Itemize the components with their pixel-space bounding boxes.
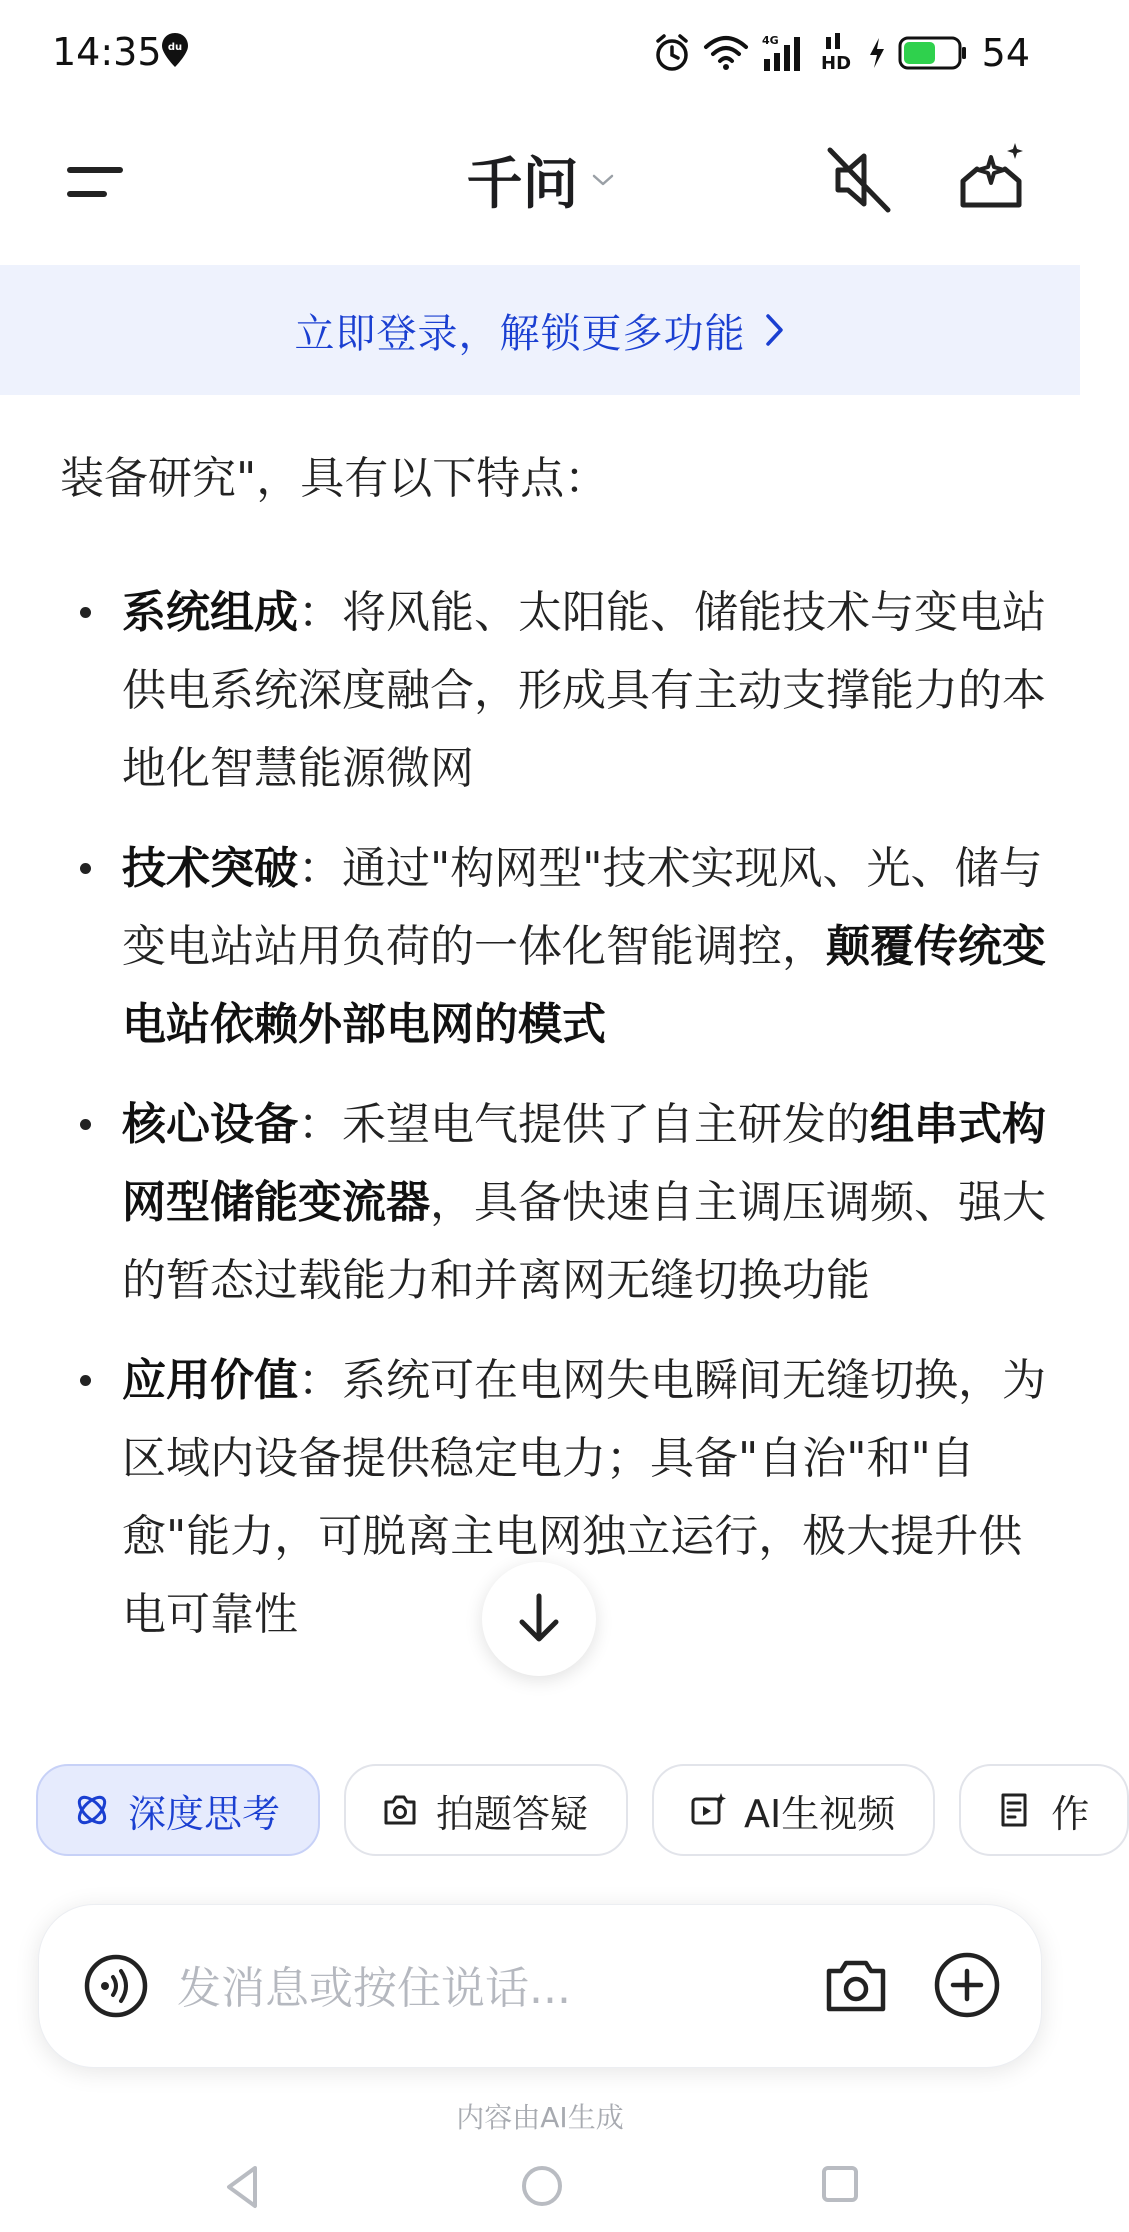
system-nav-bar [0, 2150, 1080, 2232]
signal-4g-icon [760, 33, 808, 73]
point-emphasis: 颠覆传统变电站依赖外部电网的模式 [122, 921, 1046, 1050]
feature-list [60, 574, 1046, 1654]
point-emphasis: 组串式构网型储能变流器 [122, 1099, 1046, 1228]
scroll-to-bottom-button[interactable] [482, 1562, 596, 1676]
new-chat-sparkle-icon[interactable] [945, 135, 1035, 225]
location-du-icon [160, 32, 190, 68]
login-banner[interactable] [0, 265, 1080, 395]
app-title: 千问 [466, 152, 579, 217]
voice-icon[interactable] [83, 1953, 149, 2019]
quick-action-chips [36, 1764, 1129, 1860]
point-sep: ： [298, 587, 342, 638]
nav-home-icon[interactable] [520, 2164, 564, 2208]
chip-doc[interactable] [959, 1764, 1129, 1856]
list-item [60, 574, 1062, 808]
chip-label: 作 [1051, 1791, 1090, 1836]
ai-disclaimer: 内容由AI生成 [456, 2101, 624, 2134]
point-title: 核心设备 [122, 1099, 298, 1150]
chip-label: 拍题答疑 [436, 1791, 589, 1836]
point-text: 将风能、太阳能、储能技术与变电站供电系统深度融合，形成具有主动支撑能力的本地化智慧能源微网 [122, 587, 1046, 794]
chip-deep-think[interactable] [36, 1764, 320, 1856]
arrow-down-icon [514, 1592, 564, 1646]
point-sep: ： [298, 843, 342, 894]
alarm-icon [652, 33, 692, 73]
list-item [60, 830, 1062, 1064]
chip-photo-question[interactable] [344, 1764, 628, 1856]
charging-icon [868, 37, 886, 69]
photo-question-icon [380, 1790, 420, 1830]
point-sep: ： [298, 1355, 342, 1406]
point-title: 技术突破 [122, 843, 298, 894]
point-text: 系统可在电网失电瞬间无缝切换，为区域内设备提供稳定电力；具备"自治"和"自愈"能力，可脱离主电网独立运行，极大提升供电可靠性 [122, 1355, 1046, 1640]
point-text-after: ，具备快速自主调压调频、强大的暂态过载能力和并离网无缝切换功能 [122, 1177, 1046, 1306]
nav-recent-icon[interactable] [820, 2164, 860, 2204]
camera-icon[interactable] [823, 1953, 889, 2019]
doc-icon [995, 1790, 1035, 1830]
plus-icon[interactable] [933, 1951, 1001, 2019]
chevron-right-icon [764, 312, 786, 348]
point-title: 系统组成 [122, 587, 298, 638]
message-input[interactable] [175, 1945, 699, 2031]
app-header [0, 110, 1080, 265]
login-banner-text: 立即登录，解锁更多功能 [294, 310, 746, 357]
chip-ai-video[interactable] [652, 1764, 935, 1856]
wifi-icon [704, 35, 748, 71]
battery-icon [898, 35, 968, 71]
hd-icon [820, 33, 856, 73]
chip-label: 深度思考 [128, 1791, 281, 1836]
chip-label: AI生视频 [744, 1791, 896, 1836]
svg-text:du: du [167, 42, 183, 53]
status-time: 14:35 [52, 30, 162, 74]
speaker-mute-icon[interactable] [820, 140, 900, 220]
chevron-down-icon [592, 173, 614, 187]
svg-text:4G: 4G [761, 34, 779, 47]
chat-message [60, 440, 1046, 1676]
status-indicators [652, 28, 1030, 78]
list-item [60, 1086, 1062, 1320]
battery-level: 54 [981, 31, 1030, 75]
point-text: 禾望电气提供了自主研发的 [342, 1099, 870, 1150]
point-text: 通过"构网型"技术实现风、光、储与变电站站用负荷的一体化智能调控， [122, 843, 1043, 972]
point-title: 应用价值 [122, 1355, 298, 1406]
message-composer [38, 1904, 1042, 2068]
deep-think-icon [72, 1790, 112, 1830]
status-bar [0, 0, 1080, 110]
point-sep: ： [298, 1099, 342, 1150]
message-intro: 装备研究"，具有以下特点： [60, 453, 609, 504]
nav-back-icon[interactable] [222, 2164, 262, 2210]
svg-text:HD: HD [820, 53, 851, 74]
ai-video-icon [688, 1790, 728, 1830]
title-switcher[interactable] [0, 140, 1080, 220]
